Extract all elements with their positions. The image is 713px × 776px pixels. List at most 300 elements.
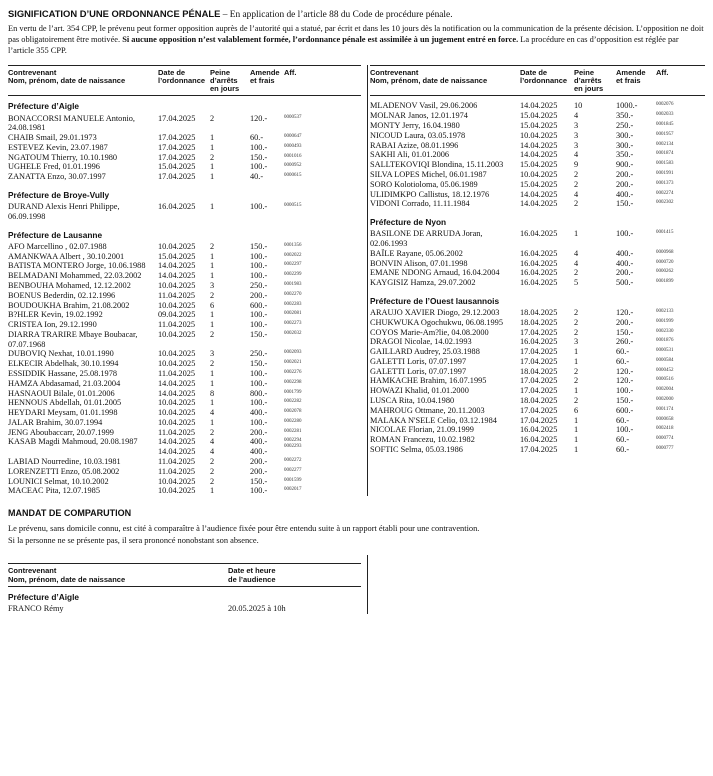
table-row [370,180,705,190]
table-row [370,347,705,357]
header-peine: Peine d’arrêts en jours [210,67,240,94]
table-row [370,268,705,278]
row-name: B?HLER Kevin, 19.02.1992 [8,310,103,320]
row-date: 11.04.2025 [158,466,196,476]
row-amende: 100.- [250,202,268,212]
row-peine: 3 [574,121,579,131]
row-name: MOLNAR Janos, 12.01.1974 [370,111,468,121]
table-row [370,150,705,160]
row-peine: 2 [574,396,579,405]
row-aff: 0002017 [284,487,302,493]
row-peine: 4 [574,258,579,268]
row-peine: 1 [210,486,215,496]
prefecture-heading: Préfecture d’Aigle [8,101,80,112]
row-aff: 0001899 [656,279,674,285]
row-amende: 400.- 400.- [250,437,268,457]
row-aff: 0000720 [656,259,674,265]
row-date: 11.04.2025 [158,427,196,437]
row-name: BELMADANI Mohammed, 22.03.2002 [8,271,142,281]
row-aff: 0002093 [284,350,302,356]
row-amende: 150.- [250,152,268,162]
row-amende: 100.- [616,425,634,435]
table-row [8,281,361,291]
row-aff: 0000537 [284,114,302,120]
page-title [8,8,705,21]
row-amende: 150.- [616,327,634,337]
row-amende: 400.- [616,258,634,268]
table-row [370,406,705,416]
header-aff: Aff. [656,67,669,77]
row-peine: 1 [210,261,215,271]
row-peine: 4 [210,408,215,418]
table-row [8,291,361,301]
title-subtitle: – En application de l’article 88 du Code de procédure pénale. [220,10,453,20]
table-row [370,259,705,269]
row-amende: 60.- [616,444,630,454]
row-peine: 1 [574,386,579,396]
row-aff: 0002298 [284,379,302,385]
row-name: ULIDIMKPO Callistus, 18.12.1976 [370,189,490,199]
row-amende: 350.- [616,111,634,121]
table-row [8,133,361,143]
row-peine: 4 [574,248,579,258]
row-amende: 100.- [250,261,268,271]
row-amende: 260.- [616,337,634,347]
row-peine: 4 4 [210,437,215,457]
row-peine: 8 [210,388,215,398]
row-date: 14.04.2025 [520,101,558,111]
row-date: 17.04.2025 [520,347,558,357]
row-date: 17.04.2025 [520,376,558,386]
row-amende: 250.- [250,280,268,290]
row-name: BONVIN Alison, 07.01.1998 [370,258,468,268]
row-amende: 100.- [250,251,268,261]
row-date: 15.04.2025 [158,251,196,261]
row-name: BENBOUHA Mohamed, 12.12.2002 [8,280,131,290]
table-row [8,162,361,172]
row-aff: 0002302 [656,200,674,206]
row-name: EMANE NDONG Arnaud, 16.04.2004 [370,268,500,278]
row-amende: 200.- [250,427,268,437]
row-peine: 1 [210,320,215,330]
row-name: LOUNICI Selmat, 10.10.2002 [8,476,109,486]
row-aff: 0002299 [284,272,302,278]
row-peine: 1 [574,425,579,435]
row-amende: 100.- [250,417,268,427]
table-row [8,477,361,487]
row-amende: 60.- [616,347,630,357]
row-aff: 0001799 [284,389,302,395]
row-amende: 150.- [250,476,268,486]
table-row [8,301,361,311]
row-amende: 600.- [250,300,268,310]
row-peine: 2 [210,113,215,123]
row-date: 18.04.2025 [520,366,558,376]
row-aff: 0002021 [284,360,302,366]
row-date: 14.04.2025 [520,150,558,160]
row-amende: 200.- [250,290,268,300]
row-amende: 250.- [250,349,268,359]
row-name: LUSCA Rita, 10.04.1980 [370,396,455,405]
row-name: SOFTIC Selma, 05.03.1986 [370,444,463,454]
row-date: 17.04.2025 [158,142,196,152]
row-date: 17.04.2025 [520,444,558,454]
row-amende: 100.- [250,142,268,152]
row-date: 15.04.2025 [520,179,558,189]
table-row [370,435,705,445]
row-date: 10.04.2025 [158,417,196,427]
table-row [8,143,361,153]
row-peine: 1 [210,417,215,427]
row-aff: 0001874 [656,151,674,157]
row-amende: 150.- [250,359,268,369]
row-peine: 2 [574,199,579,209]
row-aff: 0002033 [656,112,674,118]
table-row [370,425,705,435]
table-row [370,131,705,141]
row-aff: 0002330 [656,328,674,334]
row-amende: 900.- [616,160,634,170]
row-amende: 200.- [250,457,268,467]
table-header [370,65,705,97]
table-row [8,252,361,262]
row-aff: 0001356 [284,242,302,248]
row-name: AMANKWAA Albert , 30.10.2001 [8,251,125,261]
row-name: ROMAN Francezu, 10.02.1982 [370,435,475,445]
row-peine: 6 [574,405,579,415]
table-row [370,367,705,377]
row-name: HASNAOUI Bilale, 01.01.2006 [8,388,115,398]
row-amende: 500.- [616,278,634,288]
row-amende: 100.- [616,386,634,396]
table-row [370,357,705,367]
row-date: 16.04.2025 [520,248,558,258]
row-peine: 2 [210,241,215,251]
row-name: AFO Marcellino , 02.07.1988 [8,241,107,251]
row-date: 10.04.2025 [520,169,558,179]
row-name: HEYDARI Meysam, 01.01.1998 [8,408,118,418]
row-peine: 2 [574,268,579,278]
row-peine: 1 [574,415,579,425]
intro-paragraph [8,24,705,56]
row-peine: 1 [210,310,215,320]
table-row [8,389,361,399]
row-date: 16.04.2025 [520,268,558,278]
header-amende: Amende et frais [250,67,280,85]
table-row [370,318,705,328]
row-aff: 0001373 [656,180,674,186]
row-amende: 100.- [250,162,268,172]
row-aff: 0000968 [656,249,674,255]
row-name: KAYGISIZ Hamza, 29.07.2002 [370,278,476,288]
row-aff: 0002078 [284,409,302,415]
row-amende: 150.- [616,199,634,209]
prefecture-heading: Préfecture de Nyon [370,217,447,228]
table-row [8,359,361,369]
row-amende: 200.- [616,268,634,278]
intro-tail: La procédure en cas d’opposition est réglée par l’article 355 CPP. [8,35,679,55]
row-peine: 1 [210,172,215,182]
prefecture-heading: Préfecture de l’Ouest lausannois [370,295,500,306]
row-name: SILVA LOPES Michel, 06.01.1987 [370,169,487,179]
row-date: 14.04.2025 14.04.2025 [158,437,196,457]
table-row [8,437,361,457]
row-name: BATISTA MONTERO Jorge, 10.06.1988 [8,261,146,271]
row-aff: 0002276 [284,369,302,375]
row-aff: 0000515 [284,203,302,209]
intro-text: En vertu de l’art. 354 CPP, le prévenu peut former opposition auprès de l’autorité qui a statué, par écrit et dans les 10 jours dès la notification ou la communication de la présente décision. L’opposition ne doit pas obligatoirement être motivée. [8,24,704,45]
row-peine: 2 [210,152,215,162]
table-row [8,398,361,408]
row-date: 14.04.2025 [520,140,558,150]
row-peine: 1 [574,444,579,454]
row-date: 10.04.2025 [520,130,558,140]
row-peine: 3 [574,130,579,140]
row-aff: 0002277 [284,467,302,473]
row-amende: 100.- [250,378,268,388]
table-row [370,111,705,121]
mandat-row-name: FRANCO Rémy [8,604,64,614]
row-name: SORO Kolotioloma, 05.06.1989 [370,179,478,189]
row-aff: 0000777 [656,445,674,451]
row-aff: 0001415 [656,230,674,236]
row-aff: 0000774 [656,436,674,442]
row-amende: 800.- [250,388,268,398]
row-amende: 100.- [250,486,268,496]
row-date: 09.04.2025 [158,310,196,320]
table-row [370,308,705,318]
row-amende: 600.- [616,405,634,415]
row-aff: 0002134 [656,141,674,147]
row-peine: 2 [574,327,579,337]
mandat-header-date: Date et heure de l’audience [228,566,276,584]
row-name: NICOLAE Florian, 21.09.1999 [370,425,474,435]
row-peine: 1 [210,133,215,143]
row-amende: 100.- [250,310,268,320]
row-date: 11.04.2025 [158,368,196,378]
row-date: 17.04.2025 [158,172,196,182]
row-aff: 0002004 [656,387,674,393]
prefecture-heading: Préfecture de Broye-Vully [8,190,110,201]
row-amende: 120.- [250,113,268,123]
row-date: 16.04.2025 [520,258,558,268]
row-name: HOWAZI Khalid, 01.01.2000 [370,386,469,396]
row-date: 16.04.2025 [520,278,558,288]
table-row [370,170,705,180]
table-row [8,271,361,281]
row-aff: 0002272 [284,458,302,464]
row-amende: 40.- [250,172,264,182]
row-name: BAÏLE Rayane, 05.06.2002 [370,248,463,258]
row-peine: 3 [574,337,579,347]
table-row [370,337,705,347]
row-date: 14.04.2025 [158,388,196,398]
row-peine: 2 [574,366,579,376]
row-name: HAMZA Abdasamad, 21.03.2004 [8,378,121,388]
row-amende: 100.- [250,368,268,378]
row-peine: 4 [574,150,579,160]
row-name: DIARRA TRARIRE Mbaye Boubacar, 07.07.1968 [8,329,138,349]
row-peine: 1 [210,368,215,378]
table-row [8,320,361,330]
row-amende: 300.- [616,140,634,150]
table-row [8,202,361,222]
row-peine: 3 [574,140,579,150]
table-row [370,190,705,200]
row-amende: 100.- [250,271,268,281]
table-row [8,369,361,379]
table-row [370,376,705,386]
row-date: 16.04.2025 [520,435,558,445]
row-name: CHAIB Smail, 29.01.1973 [8,133,97,143]
header-date: Date de l’ordonnance [158,67,206,85]
table-row [8,330,361,350]
ordonnance-columns [8,65,705,496]
row-amende: 60.- [616,415,630,425]
mandat-text-2: Si la personne ne se présente pas, il sera prononcé nonobstant son absence. [8,536,259,546]
row-date: 14.04.2025 [158,271,196,281]
row-name: MAHROUG Ottmane, 20.11.2003 [370,405,485,415]
row-date: 15.04.2025 [520,121,558,131]
row-aff: 0001016 [284,153,302,159]
row-aff: 0001999 [656,318,674,324]
row-date: 10.04.2025 [158,349,196,359]
row-amende: 250.- [616,121,634,131]
row-date: 17.04.2025 [520,327,558,337]
row-aff: 0001845 [656,122,674,128]
row-date: 11.04.2025 [158,457,196,467]
row-aff: 0000531 [656,348,674,354]
row-aff: 0000952 [284,163,302,169]
row-date: 10.04.2025 [158,241,196,251]
row-peine: 1 [210,162,215,172]
table-row [370,121,705,131]
table-row [8,310,361,320]
row-name: CRISTEA Ion, 29.12.1990 [8,320,97,330]
row-peine: 10 [574,101,583,111]
row-peine: 5 [574,278,579,288]
row-aff: 0000615 [284,173,302,179]
row-peine: 2 [574,307,579,317]
row-name: MALAKA N'SELE Celio, 03.12.1984 [370,415,497,425]
row-aff: 0002294 0002293 [284,438,302,450]
row-date: 17.04.2025 [520,356,558,366]
row-peine: 2 [210,466,215,476]
row-name: BOENUS Bederdin, 02.12.1996 [8,290,116,300]
row-name: RABAI Azize, 08.01.1996 [370,140,459,150]
row-date: 10.04.2025 [158,300,196,310]
table-row [370,141,705,151]
row-peine: 2 [210,457,215,467]
row-date: 10.04.2025 [158,476,196,486]
row-name: JALAR Brahim, 30.07.1994 [8,417,103,427]
row-name: UGHELE Fred, 01.01.1996 [8,162,100,172]
row-peine: 2 [210,359,215,369]
row-amende: 200.- [250,466,268,476]
row-aff: 0001599 [284,477,302,483]
row-date: 10.04.2025 [158,408,196,418]
row-aff: 0002133 [656,308,674,314]
row-date: 11.04.2025 [158,290,196,300]
row-date: 18.04.2025 [520,317,558,327]
row-name: BONACCORSI MANUELE Antonio, 24.08.1981 [8,113,135,133]
table-row [370,445,705,455]
header-amende: Amende et frais [616,67,646,85]
row-peine: 1 [574,435,579,445]
row-name: ESTEVEZ Kevin, 23.07.1987 [8,142,108,152]
row-date: 16.04.2025 [520,229,558,239]
row-aff: 0002418 [656,426,674,432]
row-name: DURAND Alexis Henri Philippe, 06.09.1998 [8,202,120,221]
mandat-row-date: 20.05.2025 à 10h [228,604,286,614]
row-date: 10.04.2025 [158,280,196,290]
table-row [8,349,361,359]
row-peine: 2 [210,329,215,339]
row-aff: 0002081 [284,311,302,317]
intro-bold: Si aucune opposition n’est valablement formée, l’ordonnance pénale est assimilée à un jugement entré en force. [122,35,519,45]
header-name: Contrevenant Nom, prénom, date de naissance [8,67,126,85]
row-aff: 0002022 [284,252,302,258]
row-date: 14.04.2025 [520,189,558,199]
row-date: 17.04.2025 [520,386,558,396]
row-date: 10.04.2025 [158,398,196,408]
row-date: 14.04.2025 [158,378,196,388]
row-peine: 2 [210,427,215,437]
row-name: NGATOUM Thierry, 10.10.1980 [8,152,118,162]
row-name: CHUKWUKA Ogochukwu, 06.08.1995 [370,317,503,327]
table-row [370,199,705,209]
table-row [370,229,705,249]
mandat-title: MANDAT DE COMPARUTION [8,508,132,519]
row-amende: 150.- [250,329,268,339]
row-peine: 1 [210,271,215,281]
row-name: GALETTI Loris, 07.07.1997 [370,356,467,366]
row-date: 15.04.2025 [520,160,558,170]
row-amende: 400.- [616,248,634,258]
table-row [8,379,361,389]
row-peine: 4 [574,189,579,199]
table-row [8,114,361,134]
row-amende: 120.- [616,307,634,317]
row-name: SAKHI Ali, 01.01.2006 [370,150,450,160]
row-amende: 350.- [616,150,634,160]
table-row [8,467,361,477]
row-peine: 1 [210,142,215,152]
row-name: SALLTEKOVIQI Blondina, 15.11.2003 [370,160,504,170]
table-row [8,408,361,418]
row-aff: 0002274 [656,190,674,196]
row-aff: 0000658 [656,416,674,422]
row-amende: 120.- [616,376,634,386]
row-peine: 1 [210,202,215,212]
row-name: ESSIDDIK Hassane, 25.08.1978 [8,368,118,378]
row-aff: 0001991 [656,170,674,176]
mandat-left-column [8,555,368,613]
row-date: 16.04.2025 [520,337,558,347]
prefecture-heading: Préfecture de Lausanne [8,229,103,240]
row-aff: 0002032 [284,330,302,336]
row-name: HAMKACHE Brahim, 16.07.1995 [370,376,487,386]
table-row [370,278,705,288]
row-aff: 0002273 [284,321,302,327]
mandat-prefecture: Préfecture d’Aigle [8,591,80,602]
header-aff: Aff. [284,67,297,77]
right-column [370,65,705,496]
row-amende: 200.- [616,317,634,327]
row-aff: 0002000 [656,397,674,402]
row-amende: 60.- [250,133,264,143]
row-amende: 150.- [250,241,268,251]
